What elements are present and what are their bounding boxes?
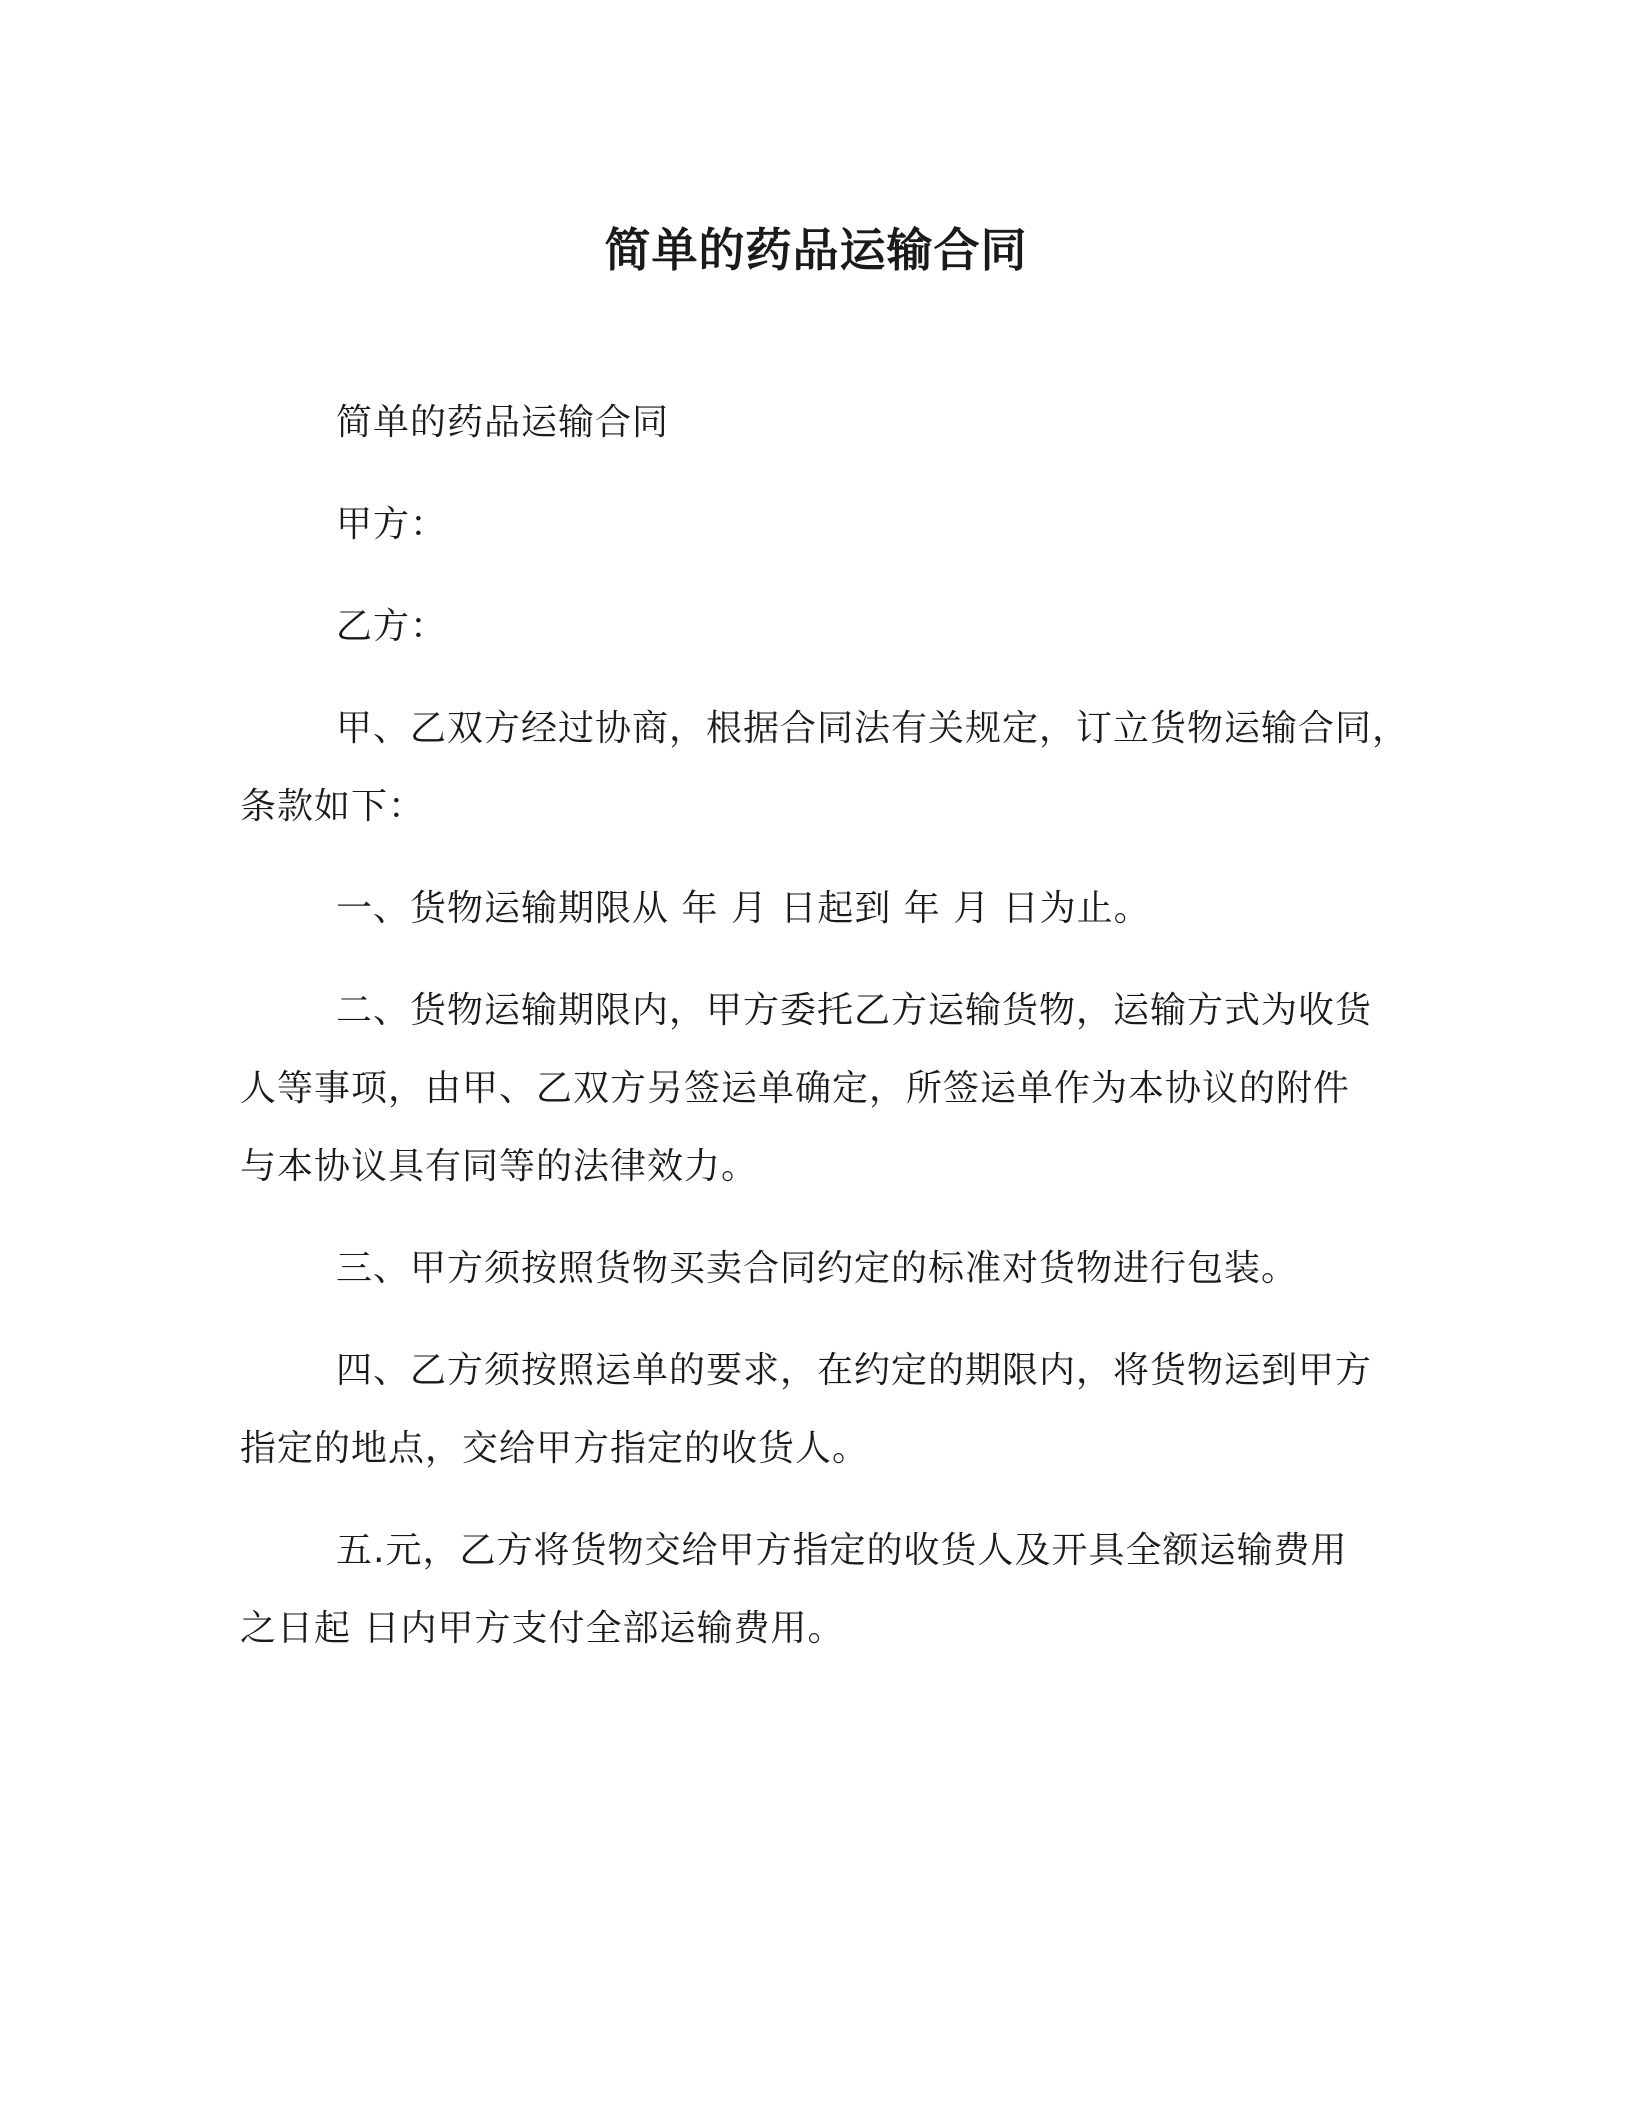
clause-2-line-3: 与本协议具有同等的法律效力。 [240,1146,759,1187]
subtitle-line: 简单的药品运输合同 [336,402,670,443]
clause-4-line-1: 四、乙方须按照运单的要求，在约定的期限内，将货物运到甲方 [336,1350,1373,1391]
clause-2-line-2: 人等事项，由甲、乙双方另签运单确定，所签运单作为本协议的附件 [240,1068,1351,1109]
party-b-label: 乙方： [336,606,448,647]
document-title: 简单的药品运输合同 [604,223,1028,277]
clause-5-line-2: 之日起 日内甲方支付全部运输费用。 [240,1608,845,1649]
clause-5-line-1: 五.元，乙方将货物交给甲方指定的收货人及开具全额运输费用 [336,1530,1348,1571]
clause-4-line-2: 指定的地点，交给甲方指定的收货人。 [240,1428,870,1469]
clause-2-line-1: 二、货物运输期限内，甲方委托乙方运输货物，运输方式为收货 [336,990,1373,1031]
clause-3-line-1: 三、甲方须按照货物买卖合同约定的标准对货物进行包装。 [336,1248,1299,1289]
clause-1-line-1: 一、货物运输期限从 年 月 日起到 年 月 日为止。 [336,888,1151,929]
intro-line-2: 条款如下： [240,786,426,827]
party-a-label: 甲方： [336,504,448,545]
intro-line-1: 甲、乙双方经过协商，根据合同法有关规定，订立货物运输合同， [336,708,1410,749]
